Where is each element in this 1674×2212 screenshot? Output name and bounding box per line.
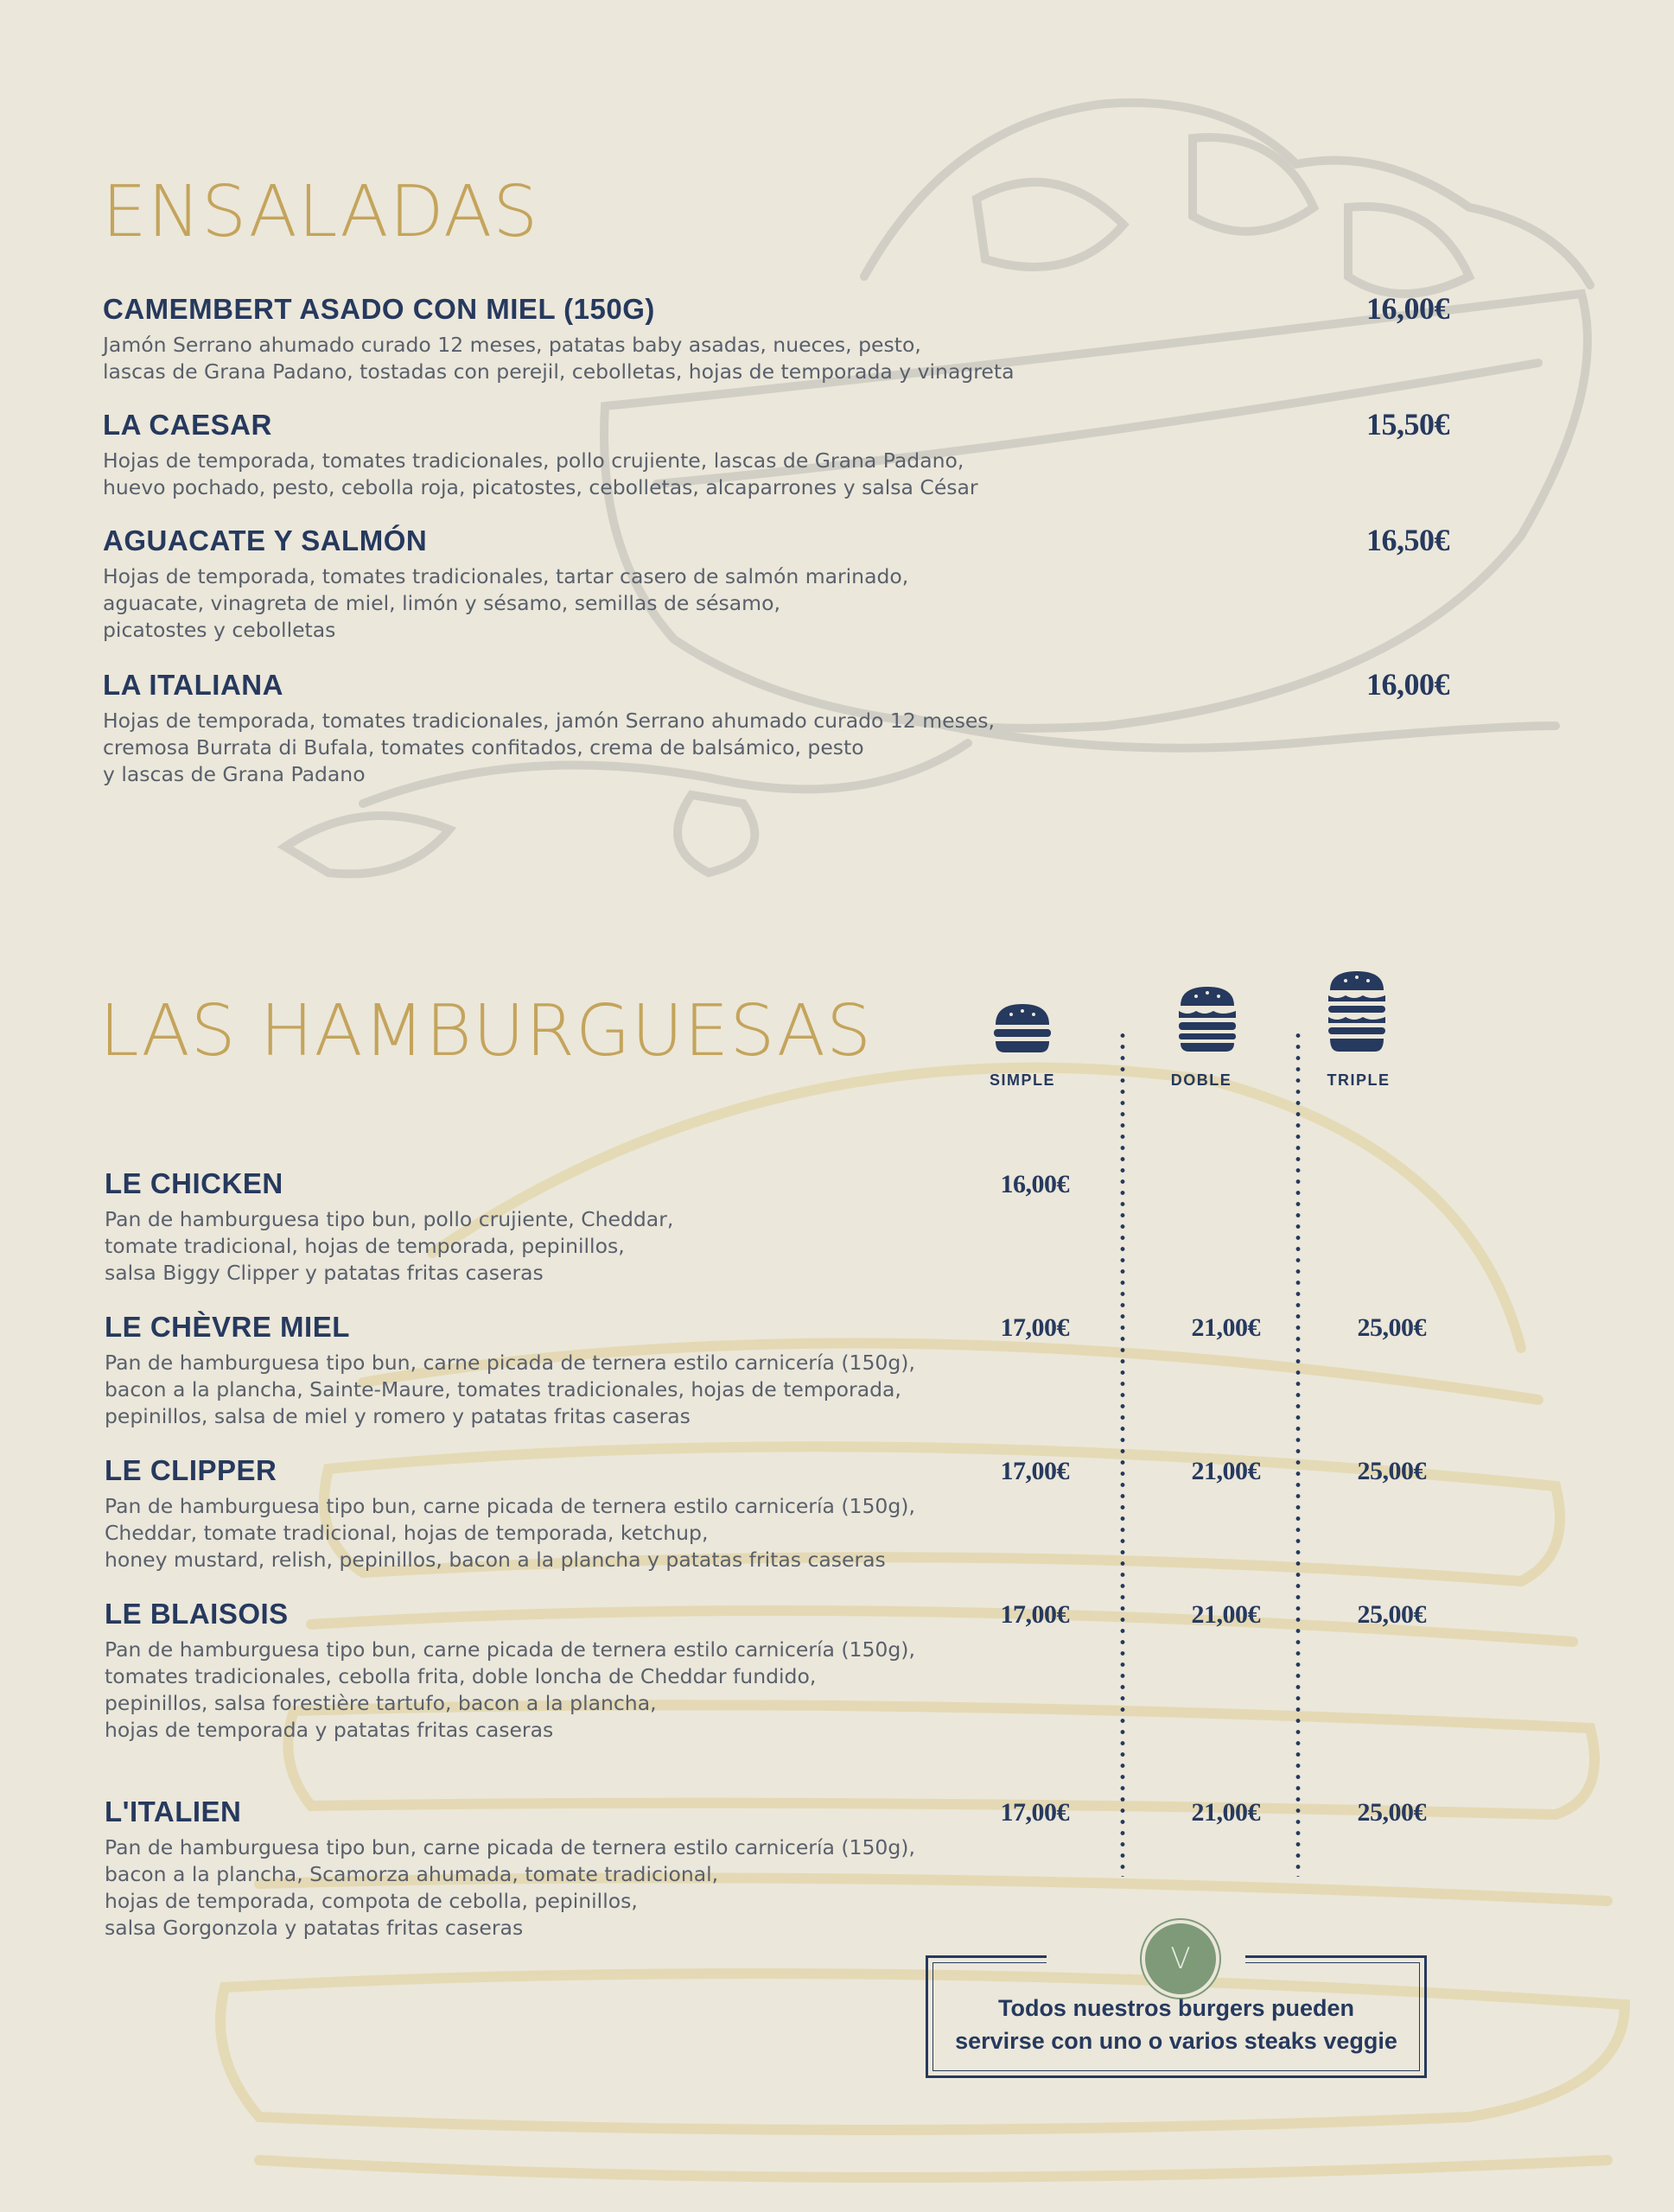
burger-item <box>105 1597 915 1744</box>
burger-item-name: LE CLIPPER <box>105 1454 277 1486</box>
burger-item-name: LE CHÈVRE MIEL <box>105 1311 350 1343</box>
salad-item-description: Hojas de temporada, tomates tradicionales, tartar casero de salmón marinado, aguacate, vinagreta de miel, limón y sésamo, semillas de sésamo, picatostes y cebolletas <box>103 564 909 642</box>
burger-item-description: Pan de hamburguesa tipo bun, pollo crujiente, Cheddar, tomate tradicional, hojas de temporada, pepinillos, salsa Biggy Clipper y patatas fritas caseras <box>105 1207 674 1285</box>
veggie-notice-line: servirse con uno o varios steaks veggie <box>955 2028 1397 2054</box>
burger-item-description: Pan de hamburguesa tipo bun, carne picada de ternera estilo carnicería (150g), bacon a la plancha, Scamorza ahumada, tomate tradicional, hojas de temporada, compota de cebolla, pepinillos, salsa Gorgonzola y patatas fritas caseras <box>105 1835 915 1940</box>
salad-item-name: AGUACATE Y SALMÓN <box>103 524 428 556</box>
column-divider <box>1120 1030 1125 1877</box>
burger-double-icon <box>1177 985 1238 1052</box>
burgers-section-title: LAS HAMBURGUESAS <box>99 990 873 1072</box>
burger-price-triple: 25,00€ <box>1357 1313 1426 1342</box>
size-label-doble: DOBLE <box>1170 1071 1232 1089</box>
burger-item-description: Pan de hamburguesa tipo bun, carne picada de ternera estilo carnicería (150g), tomates tradicionales, cebolla frita, doble loncha de Cheddar fundido, pepinillos, salsa forestière tartufo, bacon a la plancha, hojas de temporada y patatas fritas caseras <box>105 1637 915 1742</box>
salad-item <box>103 524 908 644</box>
veggie-badge-icon: V <box>1142 1920 1219 1998</box>
burger-item <box>105 1453 915 1573</box>
salad-item-description: Jamón Serrano ahumado curado 12 meses, patatas baby asadas, nueces, pesto, lascas de Grana Padano, tostadas con perejil, cebolletas, hojas de temporada y vinagreta <box>103 333 1015 384</box>
burger-item <box>105 1795 915 1942</box>
salad-item <box>103 668 995 788</box>
burger-price-triple: 25,00€ <box>1357 1798 1426 1827</box>
burger-price-simple: 16,00€ <box>1000 1170 1069 1198</box>
burger-simple-icon <box>992 1002 1053 1054</box>
burger-price-doble: 21,00€ <box>1191 1600 1260 1629</box>
salad-item <box>103 408 978 501</box>
burger-triple-icon <box>1327 969 1387 1052</box>
salad-item-price: 16,00€ <box>1366 291 1449 326</box>
burger-item-description: Pan de hamburguesa tipo bun, carne picada de ternera estilo carnicería (150g), Cheddar, tomate tradicional, hojas de temporada, ketchup, honey mustard, relish, pepinillos, bacon a la plancha y patatas fritas caseras <box>105 1494 915 1572</box>
salad-item-name: LA CAESAR <box>103 409 272 441</box>
salad-item-description: Hojas de temporada, tomates tradicionales, jamón Serrano ahumado curado 12 meses, cremosa Burrata di Bufala, tomates confitados, crema de balsámico, pesto y lascas de Grana Padano <box>103 709 996 786</box>
salad-item-description: Hojas de temporada, tomates tradicionales, pollo crujiente, lascas de Grana Padano, huevo pochado, pesto, cebolla roja, picatostes, cebolletas, alcaparrones y salsa César <box>103 448 978 499</box>
burger-price-doble: 21,00€ <box>1191 1798 1260 1827</box>
salad-item-price: 16,00€ <box>1366 667 1449 702</box>
burger-price-simple: 17,00€ <box>1000 1313 1069 1342</box>
burger-price-simple: 17,00€ <box>1000 1798 1069 1827</box>
burger-price-doble: 21,00€ <box>1191 1457 1260 1485</box>
burger-price-triple: 25,00€ <box>1357 1600 1426 1629</box>
burger-item-name: LE BLAISOIS <box>105 1598 289 1630</box>
burger-item <box>105 1310 915 1430</box>
burger-item <box>105 1166 673 1287</box>
salad-item-name: LA ITALIANA <box>103 669 283 701</box>
burger-item-name: LE CHICKEN <box>105 1167 283 1199</box>
salad-item <box>103 292 1014 385</box>
column-divider <box>1295 1030 1301 1877</box>
burger-price-simple: 17,00€ <box>1000 1600 1069 1629</box>
salad-item-price: 15,50€ <box>1366 407 1449 442</box>
veggie-notice-line: Todos nuestros burgers pueden <box>997 1995 1355 2021</box>
burger-price-doble: 21,00€ <box>1191 1313 1260 1342</box>
salad-item-price: 16,50€ <box>1366 523 1449 557</box>
salads-section-title: ENSALADAS <box>102 171 539 253</box>
burger-item-name: L'ITALIEN <box>105 1796 242 1827</box>
burger-price-simple: 17,00€ <box>1000 1457 1069 1485</box>
salad-item-name: CAMEMBERT ASADO CON MIEL (150G) <box>103 293 655 325</box>
burger-price-triple: 25,00€ <box>1357 1457 1426 1485</box>
veggie-notice-text <box>926 1992 1427 2057</box>
size-label-triple: TRIPLE <box>1327 1071 1391 1089</box>
burger-item-description: Pan de hamburguesa tipo bun, carne picada de ternera estilo carnicería (150g), bacon a la plancha, Sainte-Maure, tomates tradicionales, hojas de temporada, pepinillos, salsa de miel y romero y patatas fritas caseras <box>105 1351 915 1428</box>
size-label-simple: SIMPLE <box>989 1071 1055 1089</box>
